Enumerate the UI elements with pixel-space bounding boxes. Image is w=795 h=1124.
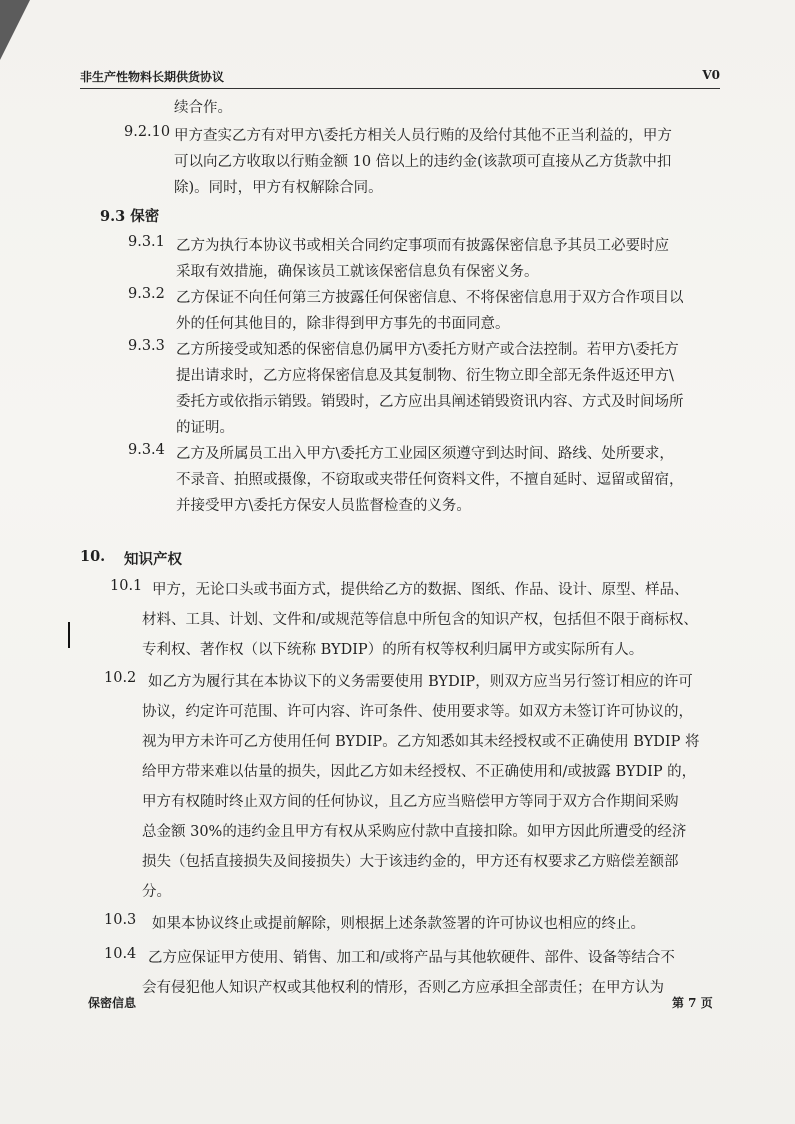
clause-number: 10.2 bbox=[104, 670, 137, 686]
clause-number: 9.3.3 bbox=[128, 338, 165, 354]
clause-line: 的证明。 bbox=[176, 420, 234, 436]
header-rule bbox=[80, 88, 720, 89]
clause-number: 10.3 bbox=[104, 912, 137, 928]
clause-line: 委托方或依指示销毁。销毁时，乙方应出具阐述销毁资讯内容、方式及时间场所 bbox=[176, 394, 684, 410]
clause-number: 10.1 bbox=[110, 578, 143, 594]
scan-corner-shadow bbox=[0, 0, 30, 60]
header-version: V0 bbox=[702, 68, 720, 82]
clause-line: 不录音、拍照或摄像，不窃取或夹带任何资料文件，不擅自延时、逗留或留宿， bbox=[176, 472, 684, 488]
footer-label: 保密信息 bbox=[88, 996, 137, 1010]
clause-line: 总金额 30%的违约金且甲方有权从采购应付款中直接扣除。如甲方因此所遭受的经济 bbox=[142, 824, 687, 840]
clause-line: 协议，约定许可范围、许可内容、许可条件、使用要求等。如双方未签订许可协议的， bbox=[142, 704, 693, 720]
margin-mark bbox=[68, 622, 70, 648]
clause-line: 提出请求时，乙方应将保密信息及其复制物、衍生物立即全部无条件返还甲方\ bbox=[176, 368, 674, 384]
clause-line: 乙方所接受或知悉的保密信息仍属甲方\委托方财产或合法控制。若甲方\委托方 bbox=[176, 342, 679, 358]
clause-line: 乙方保证不向任何第三方披露任何保密信息、不将保密信息用于双方合作项目以 bbox=[176, 290, 684, 306]
clause-line: 甲方，无论口头或书面方式，提供给乙方的数据、图纸、作品、设计、原型、样品、 bbox=[152, 582, 689, 598]
clause-number: 9.3.1 bbox=[128, 234, 165, 250]
page-header bbox=[80, 68, 720, 85]
clause-line: 乙方应保证甲方使用、销售、加工和/或将产品与其他软硬件、部件、设备等结合不 bbox=[148, 950, 675, 966]
clause-line: 会有侵犯他人知识产权或其他权利的情形，否则乙方应承担全部责任；在甲方认为 bbox=[142, 980, 664, 996]
clause-number: 9.3.4 bbox=[128, 442, 165, 458]
section-heading: 9.3 保密 bbox=[100, 208, 160, 225]
clause-number: 9.2.10 bbox=[124, 124, 171, 140]
page-number: 第 7 页 bbox=[672, 996, 713, 1010]
section-heading: 知识产权 bbox=[124, 551, 182, 568]
clause-line: 分。 bbox=[142, 884, 171, 900]
clause-line: 除)。同时，甲方有权解除合同。 bbox=[174, 180, 383, 196]
continuation-text: 续合作。 bbox=[174, 100, 232, 116]
clause-line: 如果本协议终止或提前解除，则根据上述条款签署的许可协议也相应的终止。 bbox=[152, 916, 645, 932]
clause-line: 可以向乙方收取以行贿金额 10 倍以上的违约金(该款项可直接从乙方货款中扣 bbox=[174, 154, 672, 170]
clause-line: 如乙方为履行其在本协议下的义务需要使用 BYDIP，则双方应当另行签订相应的许可 bbox=[148, 674, 693, 690]
clause-line: 甲方有权随时终止双方间的任何协议，且乙方应当赔偿甲方等同于双方合作期间采购 bbox=[142, 794, 679, 810]
clause-line: 乙方及所属员工出入甲方\委托方工业园区须遵守到达时间、路线、处所要求， bbox=[176, 446, 674, 462]
clause-line: 材料、工具、计划、文件和/或规范等信息中所包含的知识产权，包括但不限于商标权、 bbox=[142, 612, 698, 628]
section-number: 10. bbox=[80, 548, 106, 565]
clause-number: 10.4 bbox=[104, 946, 137, 962]
clause-line: 外的任何其他目的，除非得到甲方事先的书面同意。 bbox=[176, 316, 510, 332]
clause-line: 乙方为执行本协议书或相关合同约定事项而有披露保密信息予其员工必要时应 bbox=[176, 238, 669, 254]
clause-line: 损失（包括直接损失及间接损失）大于该违约金的，甲方还有权要求乙方赔偿差额部 bbox=[142, 854, 679, 870]
clause-line: 视为甲方未许可乙方使用任何 BYDIP。乙方知悉如其未经授权或不正确使用 BYDIP 将 bbox=[142, 734, 700, 750]
clause-line: 给甲方带来难以估量的损失，因此乙方如未经授权、不正确使用和/或披露 BYDIP 的， bbox=[142, 764, 697, 780]
clause-line: 专利权、著作权（以下统称 BYDIP）的所有权等权利归属甲方或实际所有人。 bbox=[142, 642, 644, 658]
clause-line: 并接受甲方\委托方保安人员监督检查的义务。 bbox=[176, 498, 471, 514]
clause-line: 甲方查实乙方有对甲方\委托方相关人员行贿的及给付其他不正当利益的，甲方 bbox=[174, 128, 672, 144]
header-title: 非生产性物料长期供货协议 bbox=[80, 70, 225, 84]
clause-number: 9.3.2 bbox=[128, 286, 165, 302]
clause-line: 采取有效措施，确保该员工就该保密信息负有保密义务。 bbox=[176, 264, 539, 280]
